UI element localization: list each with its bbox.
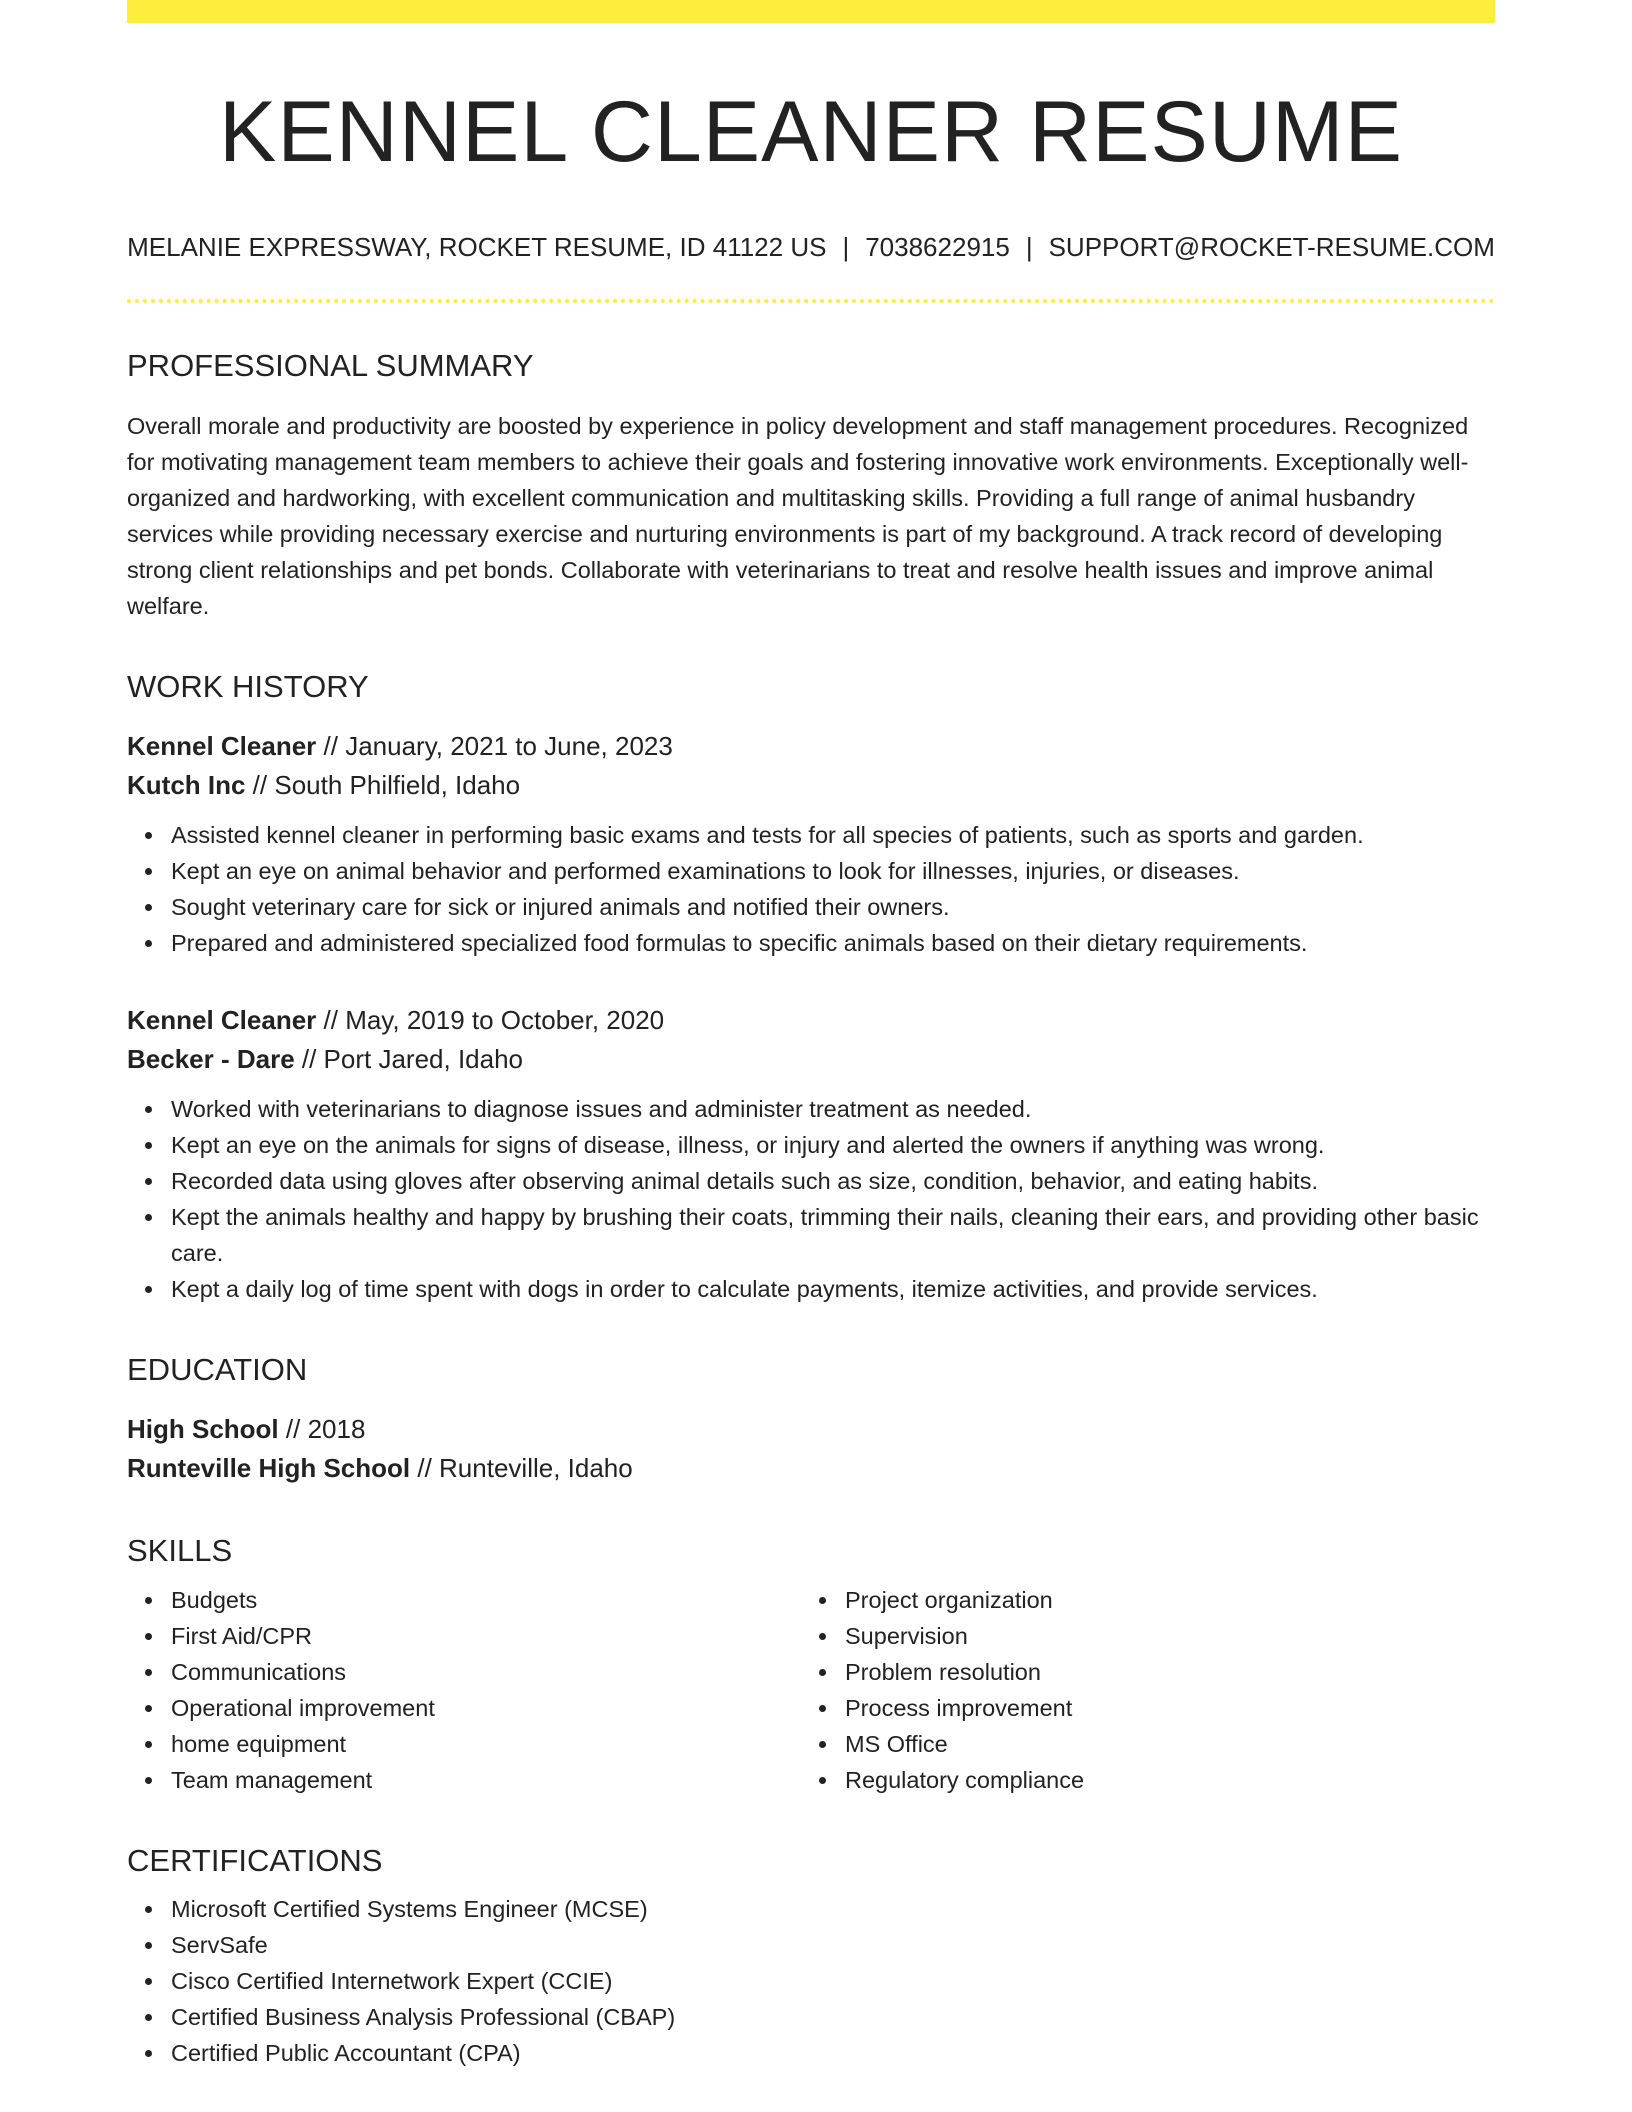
job-company: Becker - Dare xyxy=(127,1044,295,1075)
contact-address: MELANIE EXPRESSWAY, ROCKET RESUME, ID 41122 US xyxy=(127,231,827,262)
job-title-line xyxy=(127,1001,1495,1040)
list-item: Sought veterinary care for sick or injured animals and notified their owners. xyxy=(171,889,1495,925)
list-item: Project organization xyxy=(845,1582,1475,1618)
summary-text: Overall morale and productivity are boosted by experience in policy development and staff management procedures. Recognized for motivating management team members to achieve their goals and fostering innovative work environments. Exceptionally well-organized and hardworking, with excellent communication and multitasking skills. Providing a full range of animal husbandry services while providing necessary exercise and nurturing environments is part of my background. A track record of developing strong client relationships and pet bonds. Collaborate with veterinarians to treat and resolve health issues and improve animal welfare. xyxy=(127,412,1469,619)
list-item: Kept a daily log of time spent with dogs in order to calculate payments, itemize activities, and provide services. xyxy=(171,1271,1495,1307)
list-item: Budgets xyxy=(171,1582,801,1618)
section-heading-education: EDUCATION xyxy=(127,1352,308,1388)
job-entry xyxy=(127,1001,1495,1307)
accent-top-bar xyxy=(127,0,1495,23)
certifications-section xyxy=(127,1842,1495,2071)
job-entry xyxy=(127,727,1495,961)
summary-section xyxy=(127,347,1495,624)
contact-email: SUPPORT@ROCKET-RESUME.COM xyxy=(1048,231,1495,262)
list-item: Microsoft Certified Systems Engineer (MCSE) xyxy=(171,1891,1495,1927)
section-heading-certifications: CERTIFICATIONS xyxy=(127,1842,383,1878)
contact-separator: | xyxy=(842,231,850,262)
section-heading-skills: SKILLS xyxy=(127,1533,233,1569)
job-duties-list xyxy=(127,817,1495,961)
skills-section xyxy=(127,1532,1495,1797)
list-item: First Aid/CPR xyxy=(171,1618,801,1654)
list-item: Kept the animals healthy and happy by brushing their coats, trimming their nails, cleaning their ears, and providing other basic care. xyxy=(171,1199,1495,1271)
list-item: Process improvement xyxy=(845,1690,1475,1726)
education-degree: High School xyxy=(127,1414,279,1445)
contact-line xyxy=(127,232,1495,263)
list-item: Cisco Certified Internetwork Expert (CCIE) xyxy=(171,1963,1495,1999)
education-degree-line xyxy=(127,1410,1495,1449)
job-title: Kennel Cleaner xyxy=(127,1005,317,1036)
job-dates: // January, 2021 to June, 2023 xyxy=(316,731,673,762)
education-section xyxy=(127,1351,1495,1488)
education-entry xyxy=(127,1410,1495,1488)
job-title-line xyxy=(127,727,1495,766)
skills-grid xyxy=(127,1582,1495,1798)
contact-phone: 7038622915 xyxy=(865,231,1010,262)
list-item: Assisted kennel cleaner in performing basic exams and tests for all species of patients, such as sports and garden. xyxy=(171,817,1495,853)
job-company-line xyxy=(127,766,1495,805)
list-item: Recorded data using gloves after observing animal details such as size, condition, behavior, and eating habits. xyxy=(171,1163,1495,1199)
education-year: // 2018 xyxy=(278,1414,366,1445)
certifications-list xyxy=(127,1891,1495,2071)
work-history-section xyxy=(127,668,1495,1307)
list-item: Kept an eye on animal behavior and performed examinations to look for illnesses, injuries, or diseases. xyxy=(171,853,1495,889)
education-school-line xyxy=(127,1449,1495,1488)
skills-list-right xyxy=(801,1582,1475,1798)
education-location: // Runteville, Idaho xyxy=(410,1453,633,1484)
list-item: Communications xyxy=(171,1654,801,1690)
job-duties-list xyxy=(127,1091,1495,1307)
job-location: // Port Jared, Idaho xyxy=(294,1044,524,1075)
list-item: Supervision xyxy=(845,1618,1475,1654)
list-item: Prepared and administered specialized food formulas to specific animals based on their dietary requirements. xyxy=(171,925,1495,961)
job-location: // South Philfield, Idaho xyxy=(245,770,521,801)
section-heading-work-history: WORK HISTORY xyxy=(127,668,369,704)
job-company: Kutch Inc xyxy=(127,770,246,801)
job-company-line xyxy=(127,1040,1495,1079)
contact-separator: | xyxy=(1025,231,1033,262)
list-item: Operational improvement xyxy=(171,1690,801,1726)
dotted-divider xyxy=(127,299,1495,303)
job-title: Kennel Cleaner xyxy=(127,731,317,762)
skills-list-left xyxy=(127,1582,801,1798)
list-item: Problem resolution xyxy=(845,1654,1475,1690)
list-item: Kept an eye on the animals for signs of disease, illness, or injury and alerted the owners if anything was wrong. xyxy=(171,1127,1495,1163)
resume-page xyxy=(127,0,1495,2071)
education-school: Runteville High School xyxy=(127,1453,411,1484)
list-item: ServSafe xyxy=(171,1927,1495,1963)
section-heading-summary: PROFESSIONAL SUMMARY xyxy=(127,347,534,383)
job-dates: // May, 2019 to October, 2020 xyxy=(316,1005,665,1036)
list-item: Regulatory compliance xyxy=(845,1762,1475,1798)
list-item: MS Office xyxy=(845,1726,1475,1762)
list-item: Certified Business Analysis Professional (CBAP) xyxy=(171,1999,1495,2035)
list-item: Team management xyxy=(171,1762,801,1798)
list-item: Worked with veterinarians to diagnose issues and administer treatment as needed. xyxy=(171,1091,1495,1127)
resume-title: KENNEL CLEANER RESUME xyxy=(219,84,1403,180)
list-item: home equipment xyxy=(171,1726,801,1762)
list-item: Certified Public Accountant (CPA) xyxy=(171,2035,1495,2071)
